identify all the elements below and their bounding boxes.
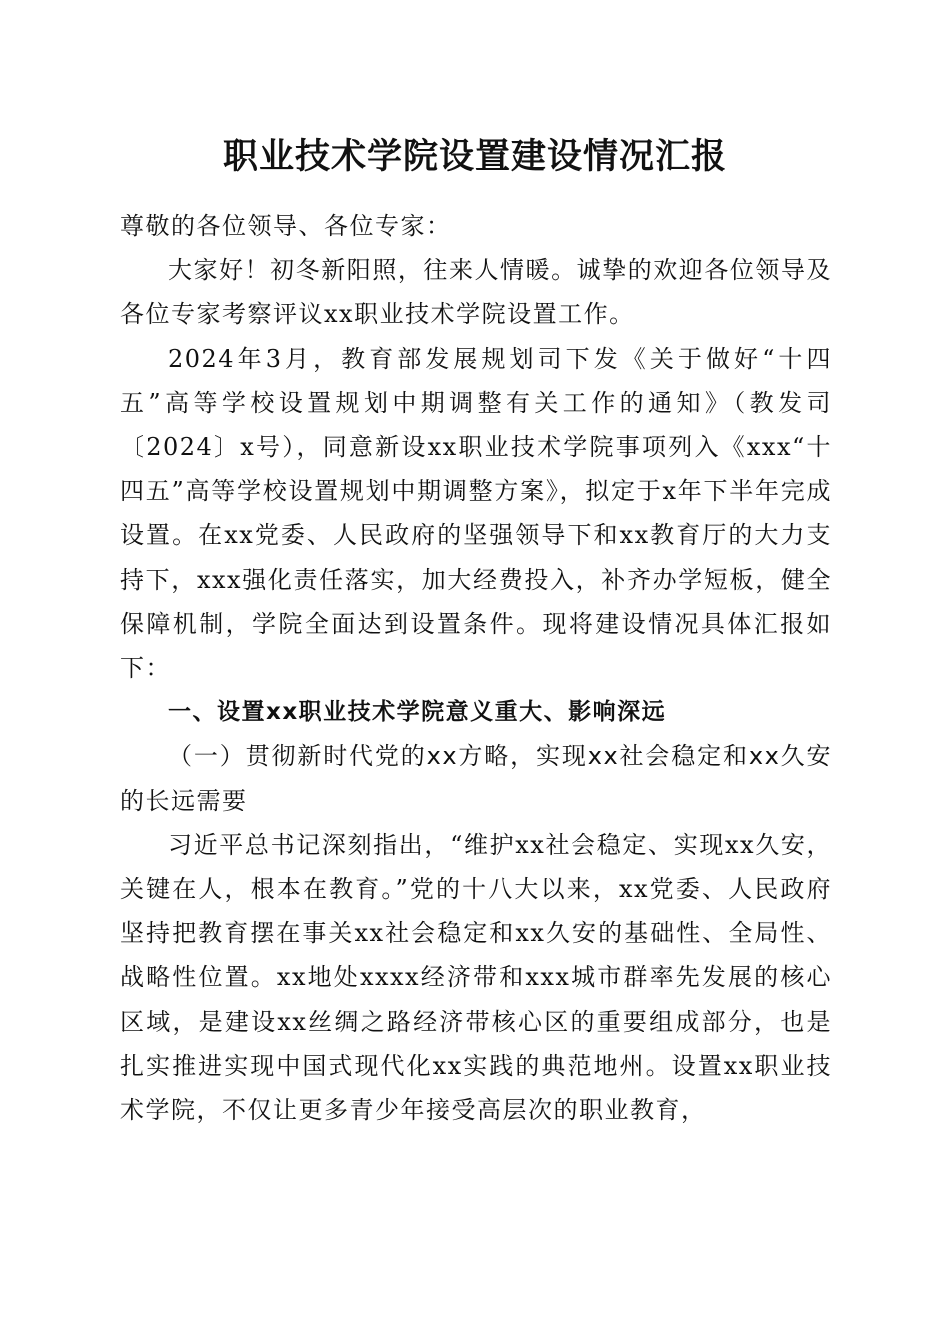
salutation: 尊敬的各位领导、各位专家： (120, 212, 452, 240)
section-heading-1: 一、设置xx职业技术学院意义重大、影响深远 (168, 699, 667, 726)
subsection-heading-1: （一）贯彻新时代党的xx方略，实现xx社会稳定和xx久安的长远需要 (120, 742, 832, 815)
document-body (120, 204, 832, 1132)
paragraph-greeting: 大家好！初冬新阳照，往来人情暖。诚挚的欢迎各位领导及各位专家考察评议xx职业技术学院设置工作。 (120, 256, 832, 329)
document-title: 职业技术学院设置建设情况汇报 (222, 137, 727, 177)
paragraph-background: 2024年3月，教育部发展规划司下发《关于做好“十四五”高等学校设置规划中期调整有关工作的通知》（教发司〔2024〕x号），同意新设xx职业技术学院事项列入《xxx“十四五”高等学校设置规划中期调整方案》，拟定于x年下半年完成设置。在xx党委、人民政府的坚强领导下和xx教育厅的大力支持下，xxx强化责任落实，加大经费投入，补齐办学短板，健全保障机制，学院全面达到设置条件。现将建设情况具体汇报如下： (120, 344, 832, 683)
paragraph-subsection-1: 习近平总书记深刻指出，“维护xx社会稳定、实现xx久安，关键在人，根本在教育。”党的十八大以来，xx党委、人民政府坚持把教育摆在事关xx社会稳定和xx久安的基础性、全局性、战略性位置。xx地处xxxx经济带和xxx城市群率先发展的核心区域，是建设xx丝绸之路经济带核心区的重要组成部分，也是扎实推进实现中国式现代化xx实践的典范地州。设置xx职业技术学院，不仅让更多青少年接受高层次的职业教育， (120, 830, 832, 1125)
